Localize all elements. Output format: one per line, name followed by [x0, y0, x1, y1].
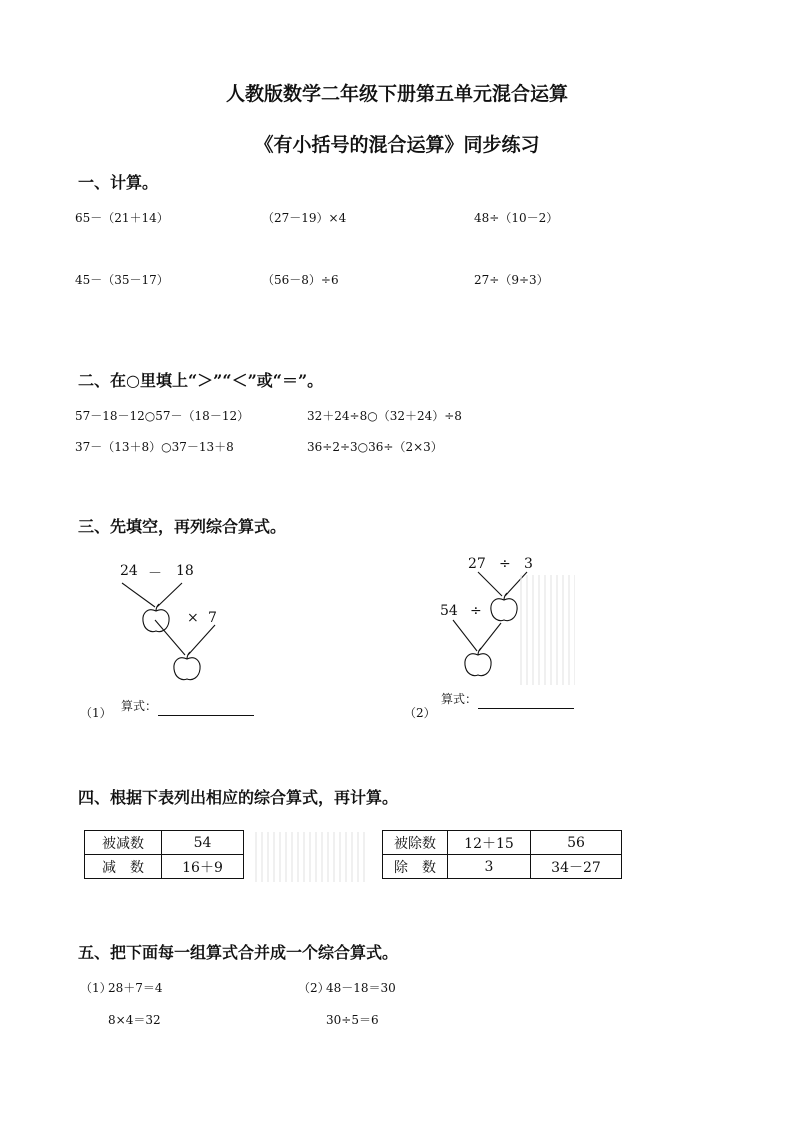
diagram1-answer-blank[interactable]: [158, 697, 254, 716]
diagram2-index: （2）: [404, 706, 436, 720]
division-table: [382, 830, 622, 879]
page-title: 人教版数学二年级下册第五单元混合运算: [225, 83, 568, 105]
group1-line2: 8×4＝32: [108, 1013, 161, 1027]
calc-problem: 65－（21＋14）: [75, 211, 169, 225]
diagram2-operator-2: ÷: [470, 603, 482, 619]
table-row: [85, 855, 244, 879]
diagram1-operand-c: 7: [208, 610, 217, 626]
scan-artifact: [520, 575, 575, 685]
diagram2-operand-a: 27: [468, 556, 486, 572]
diagram2-formula-label: 算式：: [441, 692, 478, 706]
compare-problem: 37－（13＋8）○37－13＋8: [75, 440, 234, 454]
compare-problem: 36÷2÷3○36÷（2×3）: [307, 440, 443, 454]
compare-problem: 57－18－12○57－（18－12）: [75, 409, 250, 423]
section-2-heading: 二、在○里填上“＞”“＜”或“＝”。: [78, 371, 324, 390]
calc-problem: 45－（35－17）: [75, 273, 169, 287]
diagram2-operand-b: 3: [524, 556, 533, 572]
table-cell: 减 数: [85, 855, 162, 879]
group2-index: （2）: [298, 981, 330, 995]
diagram2-answer-blank[interactable]: [478, 690, 574, 709]
group1-index: （1）: [80, 981, 112, 995]
group2-line2: 30÷5＝6: [326, 1013, 379, 1027]
diagram1-operand-b: 18: [176, 563, 194, 579]
table-cell: 12＋15: [448, 831, 531, 855]
calc-problem: 27÷（9÷3）: [474, 273, 549, 287]
calc-problem: （27－19）×4: [262, 211, 347, 225]
calc-problem: 48÷（10－2）: [474, 211, 559, 225]
table-cell: 除 数: [383, 855, 448, 879]
table-cell: 被减数: [85, 831, 162, 855]
group1-line1: 28＋7＝4: [108, 981, 163, 995]
table-cell: 3: [448, 855, 531, 879]
table-cell: 16＋9: [162, 855, 244, 879]
diagram1-operator-1: －: [148, 566, 162, 582]
section-5-heading: 五、把下面每一组算式合并成一个综合算式。: [78, 943, 399, 962]
table-cell: 被除数: [383, 831, 448, 855]
section-3-heading: 三、先填空，再列综合算式。: [78, 517, 287, 536]
diagram1-tree: [100, 575, 230, 690]
table-row: [383, 831, 622, 855]
table-cell: 34－27: [531, 855, 622, 879]
page-subtitle: 《有小括号的混合运算》同步练习: [254, 134, 540, 156]
table-cell: 54: [162, 831, 244, 855]
diagram1-operator-2: ×: [187, 610, 199, 626]
diagram1-formula-label: 算式：: [121, 699, 158, 713]
diagram1-index: （1）: [80, 706, 112, 720]
section-1-heading: 一、计算。: [78, 173, 159, 192]
section-4-heading: 四、根据下表列出相应的综合算式，再计算。: [78, 788, 399, 807]
compare-problem: 32＋24÷8○（32＋24）÷8: [307, 409, 462, 423]
diagram2-operand-c: 54: [440, 603, 458, 619]
scan-artifact: [255, 832, 365, 882]
table-row: [383, 855, 622, 879]
table-row: [85, 831, 244, 855]
subtraction-table: [84, 830, 244, 879]
table-cell: 56: [531, 831, 622, 855]
group2-line1: 48－18＝30: [326, 981, 396, 995]
calc-problem: （56－8）÷6: [262, 273, 339, 287]
diagram1-operand-a: 24: [120, 563, 138, 579]
diagram2-operator-1: ÷: [499, 556, 511, 572]
